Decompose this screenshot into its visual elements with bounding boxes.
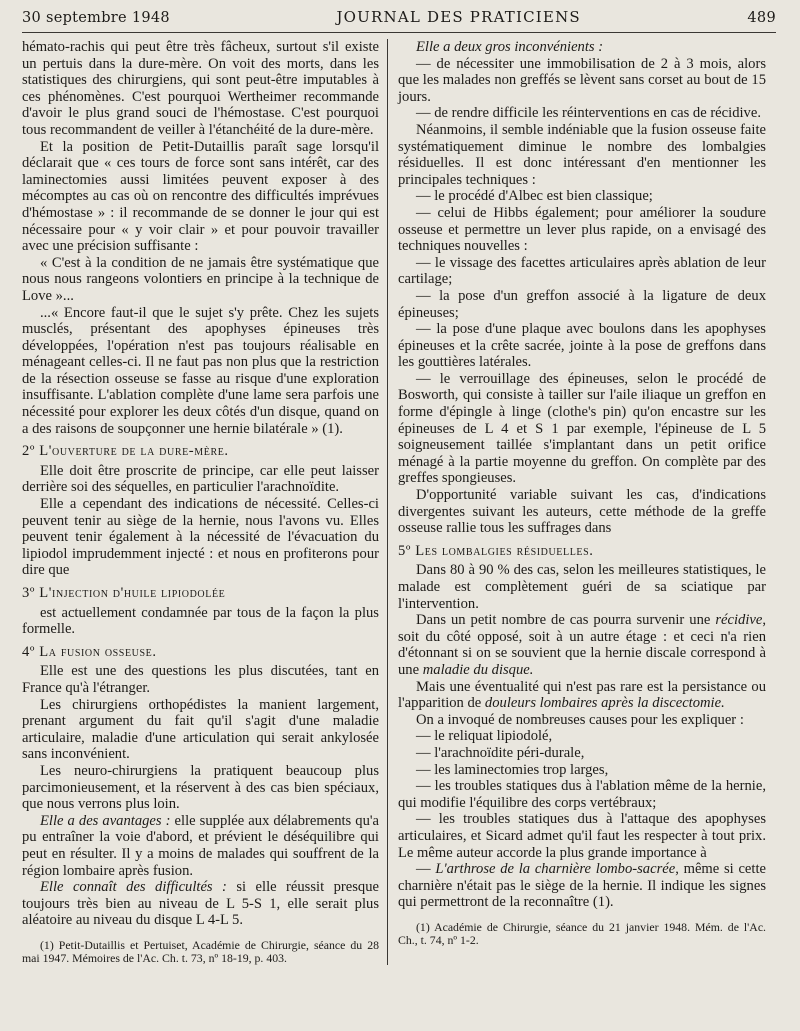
paragraph: ...« Encore faut-il que le sujet s'y prête. Chez les sujets musclés, présentant des apophyses épineuses très développées, l'opération n'est pas toujours réalisable en ménageant celles-ci. Il ne faut pas non plus que la restriction de la résection osseuse se fasse au risque d'une exploration insuffisante. L'ablation complète d'une lame sera parfois une nécessité pour explorer les deux côtés d'un disque, quand on a des raisons de soupçonner une hernie bilatérale » (1).	[22, 304, 379, 437]
left-column	[22, 39, 388, 965]
paragraph: Néanmoins, il semble indéniable que la fusion osseuse faite systématiquement diminue le nombre des lombalgies résiduelles. Il est donc intéressant d'en mentionner les principales techniques :	[398, 121, 766, 188]
paragraph: Elle a des avantages : elle supplée aux délabrements qu'a pu entraîner la voie d'abord, et prévient le déséquilibre qui peut en résulter. Il y a moins de malades qui souffrent de la région lombaire après fusion.	[22, 812, 379, 879]
list-item: — l'arachnoïdite péri-durale,	[416, 744, 585, 761]
paragraph: Les neuro-chirurgiens la pratiquent beaucoup plus parcimonieusement, et la réservent à des cas bien spéciaux, que nous verrons plus loin.	[22, 762, 379, 813]
list-item: — les troubles statiques dus à l'attaque des apophyses articulaires, et Sicard admet qu'il faut les respecter à tout prix. Le même auteur accorde la plus grande importance à	[398, 811, 766, 861]
section-heading: 3º L'injection d'huile lipiodolée	[22, 585, 226, 601]
paragraph: Elle a deux gros inconvénients :	[416, 39, 604, 55]
paragraph: Elle doit être proscrite de principe, car elle peut laisser derrière soi des séquelles, en particulier l'arachnoïdite.	[22, 462, 379, 496]
list-item: — les troubles statiques dus à l'ablation même de la hernie, qui modifie l'équilibre des corps vertébraux;	[398, 778, 766, 811]
article-columns	[22, 39, 776, 965]
paragraph: est actuellement condamnée par tous de la façon la plus formelle.	[22, 604, 379, 638]
paragraph: On a invoqué de nombreuses causes pour les expliquer :	[416, 711, 744, 728]
section-heading: 5º Les lombalgies résiduelles.	[398, 542, 594, 559]
list-item: — de nécessiter une immobilisation de 2 à 3 mois, alors que les malades non greffés se lèvent sans corset au bout de 15 jours.	[398, 55, 766, 105]
paragraph: Les chirurgiens orthopédistes la manient largement, prenant argument du fait qu'il s'agit d'une maladie articulaire, maladie d'une articulation qui serait ankylosée sans inconvénient.	[22, 696, 379, 763]
paragraph: D'opportunité variable suivant les cas, d'indications divergentes suivant les auteurs, cette méthode de la greffe osseuse rallie tous les suffrages dans	[398, 487, 766, 537]
paragraph: Elle connaît des difficultés : si elle réussit presque toujours très bien au niveau de L 5-S 1, elle serait plus aléatoire au niveau du disque L 4-L 5.	[22, 879, 379, 929]
list-item: — celui de Hibbs également; pour améliorer la soudure osseuse et permettre un lever plus rapide, on a envisagé des techniques nouvelles :	[398, 204, 766, 255]
footnote: (1) Petit-Dutaillis et Pertuiset, Académie de Chirurgie, séance du 28 mai 1947. Mémoires de l'Ac. Ch. t. 73, nº 18-19, p. 403.	[22, 937, 379, 966]
paragraph: Elle a cependant des indications de nécessité. Celles-ci peuvent tenir au siège de la hernie, nous l'avons vu. Elles peuvent tenir également à la nécessité de l'évacuation du lipiodol imprudemment injecté : et nous en profiterons pour dire que	[22, 496, 379, 579]
paragraph: hémato-rachis qui peut être très fâcheux, surtout s'il existe un pertuis dans la dure-mère. On voit des morts, dans les statistiques des chirurgiens, qui sont peut-être imputables à ces phénomènes. C'est pourquoi Wertheimer recommande d'avoir le plus grand souci de l'hémostase. C'est pourquoi tous recommandent de veiller à l'étanchéité de la dure-mère.	[22, 39, 379, 138]
paragraph: Dans un petit nombre de cas pourra survenir une récidive, soit du côté opposé, soit à un autre étage : et ceci n'a rien d'étonnant si on se souvient que la hernie discale correspond à une maladie du disque.	[398, 612, 766, 678]
paragraph: « C'est à la condition de ne jamais être systématique que nous nous rangeons volontiers en principe à la technique de Love »...	[22, 254, 379, 304]
paragraph: Dans 80 à 90 % des cas, selon les meilleures statistiques, le malade est complètement guéri de sa sciatique par l'intervention.	[398, 562, 766, 612]
paragraph: Et la position de Petit-Dutaillis paraît sage lorsqu'il déclarait que « ces tours de force sont sans intérêt, car des laminectomies aussi limitées peuvent exposer à des mécomptes au cas où on rencontre des difficultés imprévues d'hémostase » : il recommande de se donner le jour qui est nécessaire pour « y voir clair » et pour pouvoir travailler avec une précision suffisante :	[22, 138, 379, 255]
list-item: — L'arthrose de la charnière lombo-sacrée, même si cette charnière n'était pas le siège de la hernie. Il indique les signes qui permettront de la reconnaître (1).	[398, 861, 766, 911]
list-item: — le vissage des facettes articulaires après ablation de leur cartilage;	[398, 254, 766, 288]
list-item: — la pose d'un greffon associé à la ligature de deux épineuses;	[398, 287, 766, 321]
section-heading: 2º L'ouverture de la dure-mère.	[22, 443, 229, 460]
list-item: — de rendre difficile les réinterventions en cas de récidive.	[416, 105, 761, 122]
list-item: — le verrouillage des épineuses, selon le procédé de Bosworth, qui consiste à tailler sur l'aile iliaque un greffon en forme d'épingle à linge (clothe's pin) qu'on encastre sur les épineuses de L 4 et S 1 par exemple, l'épineuse de L 5 soigneusement taillée s'implantant dans un petit orifice ménagé à la partie moyenne du greffon. On complète par des greffes spongieuses.	[398, 370, 766, 487]
header-date: 30 septembre 1948	[22, 10, 170, 26]
list-item: — le reliquat lipiodolé,	[416, 728, 553, 745]
right-column	[388, 39, 766, 965]
footnote: (1) Académie de Chirurgie, séance du 21 janvier 1948. Mém. de l'Ac. Ch., t. 74, nº 1-2.	[398, 919, 766, 948]
paragraph: Elle est une des questions les plus discutées, tant en France qu'à l'étranger.	[22, 663, 379, 696]
paragraph: Mais une éventualité qui n'est pas rare est la persistance ou l'apparition de douleurs lombaires après la discectomie.	[398, 678, 766, 712]
list-item: — les laminectomies trop larges,	[416, 761, 609, 778]
page-number: 489	[747, 10, 776, 26]
list-item: — le procédé d'Albec est bien classique;	[416, 188, 653, 205]
list-item: — la pose d'une plaque avec boulons dans les apophyses épineuses et la crête sacrée, jointe à la pose de greffons dans les gouttières latérales.	[398, 321, 766, 371]
page-header	[22, 8, 776, 33]
section-heading: 4º La fusion osseuse.	[22, 643, 157, 660]
journal-title: JOURNAL DES PRATICIENS	[336, 8, 581, 26]
